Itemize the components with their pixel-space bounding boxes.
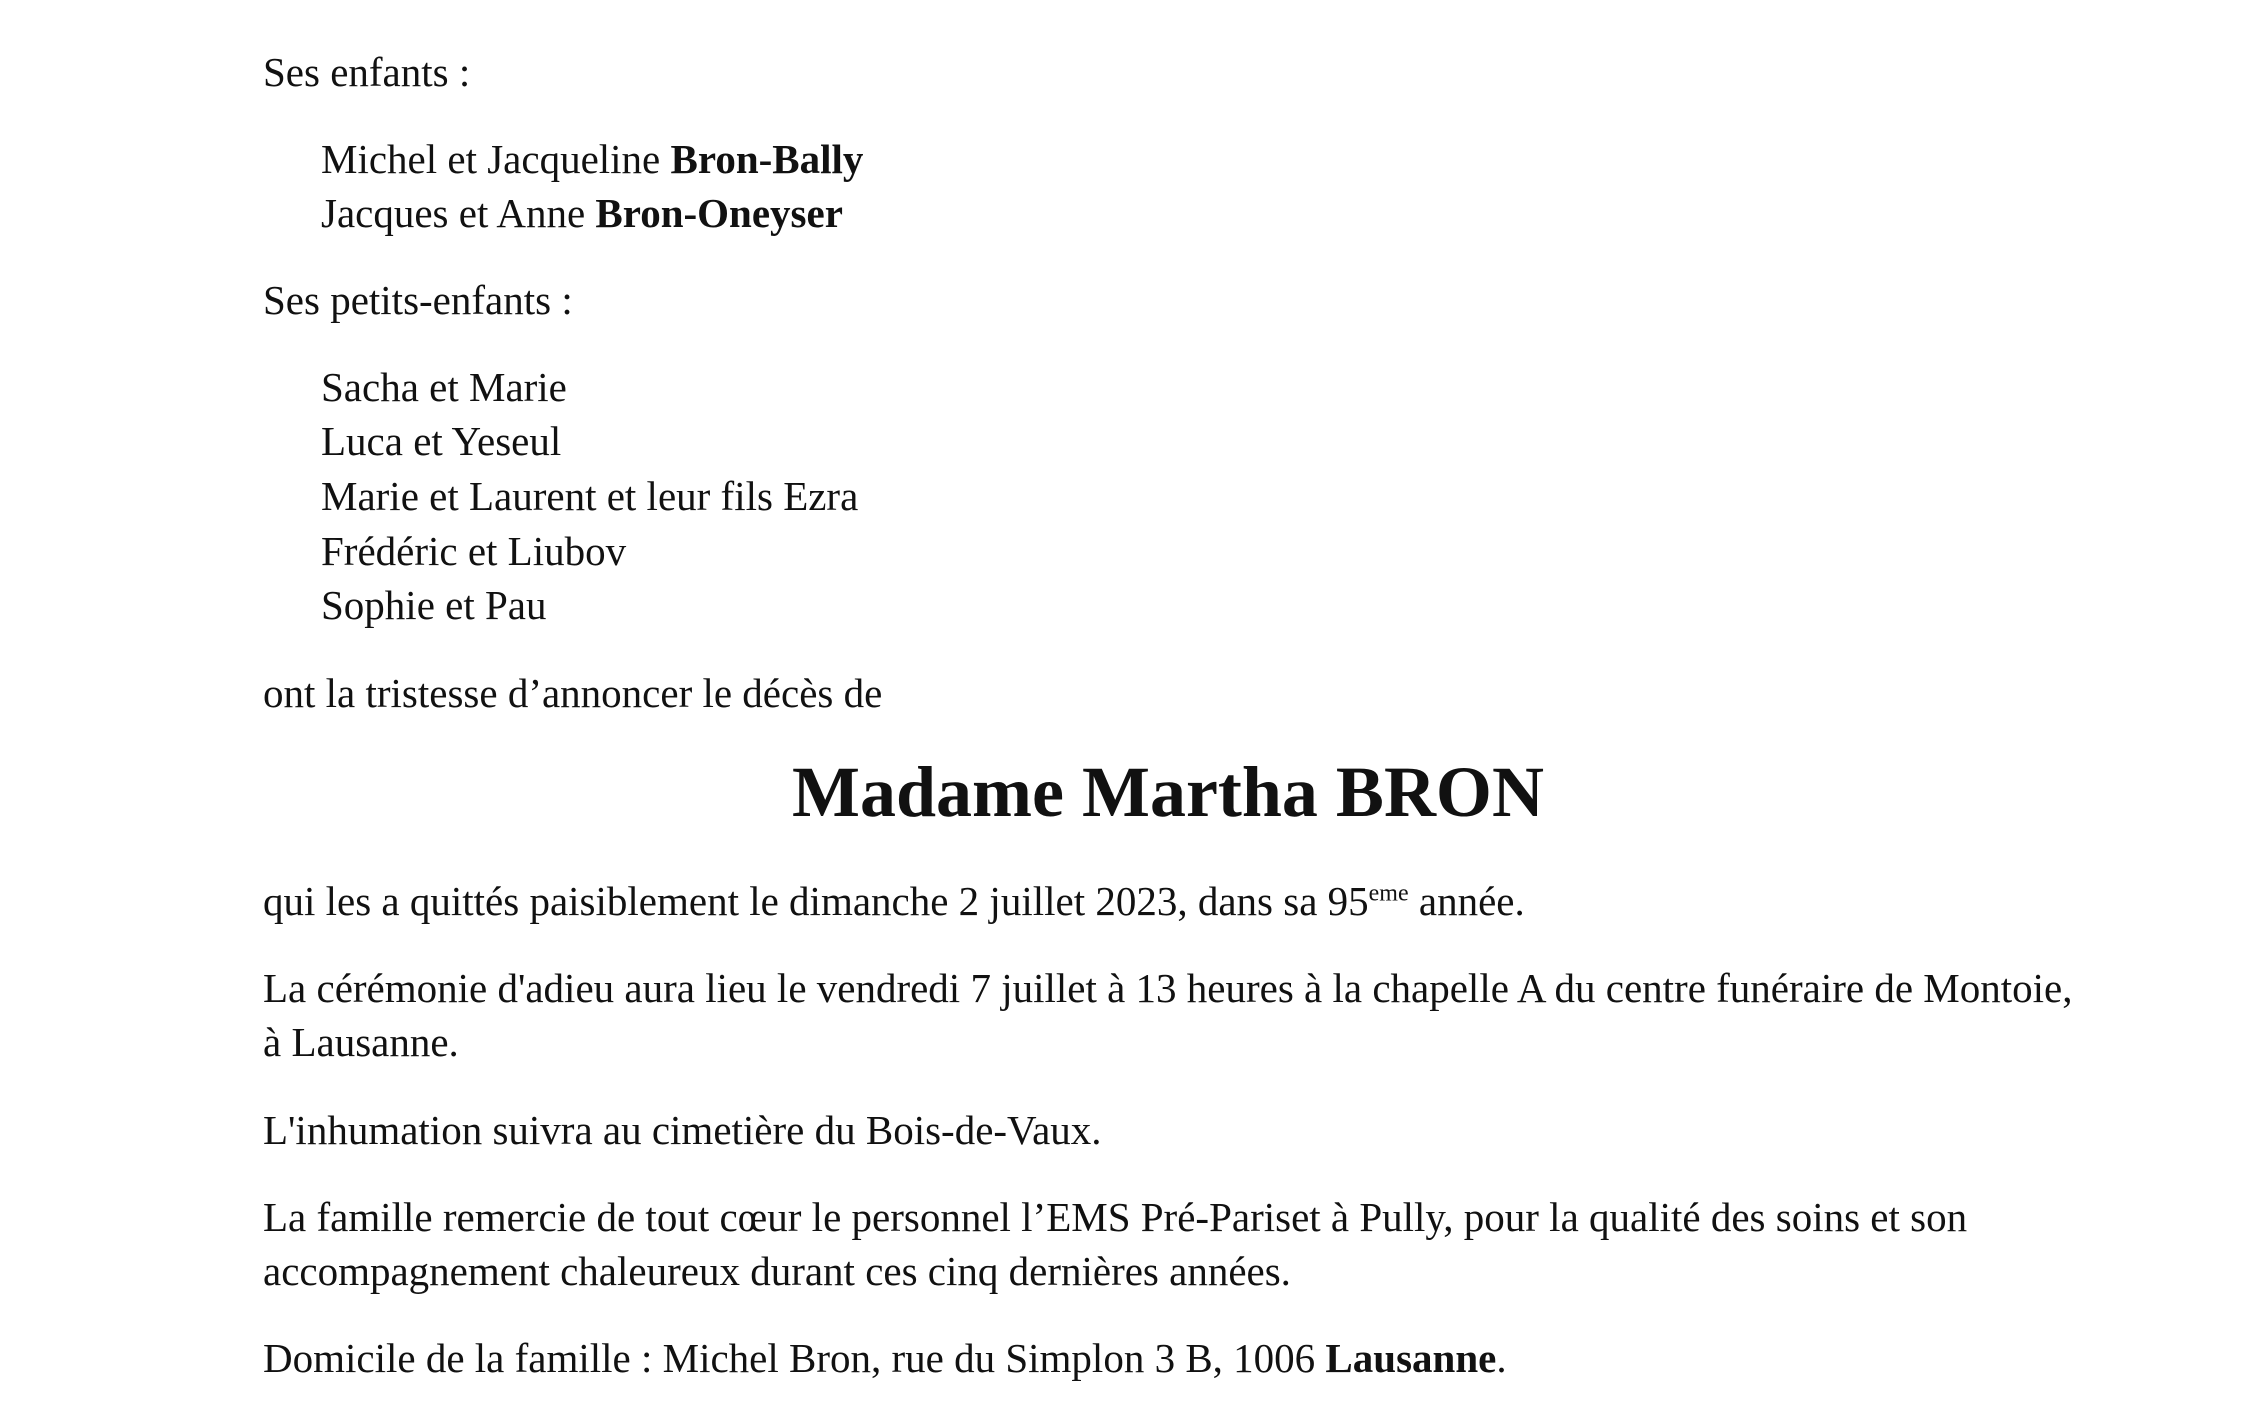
grandchild-line: Luca et Yeseul (321, 418, 562, 464)
child-given-names: Michel et Jacqueline (321, 136, 661, 182)
announcement-line: ont la tristesse d’annoncer le décès de (263, 670, 883, 716)
grandchild-line: Frédéric et Liubov (321, 528, 627, 574)
ordinal-suffix: eme (1368, 880, 1409, 907)
deceased-name-title: Madame Martha BRON (792, 752, 1544, 832)
children-heading: Ses enfants : (263, 49, 471, 95)
child-line (263, 186, 843, 240)
grandchild-line: Sacha et Marie (321, 364, 567, 410)
burial-line: L'inhumation suivra au cimetière du Bois-de-Vaux. (263, 1107, 1102, 1153)
grandchild-line: Sophie et Pau (321, 582, 547, 628)
ceremony-paragraph: La cérémonie d'adieu aura lieu le vendredi 7 juillet à 13 heures à la chapelle A du centre funéraire de Montoie, à Lausanne. (263, 965, 2073, 1065)
domicile-text: Domicile de la famille : Michel Bron, rue du Simplon 3 B, 1006 (263, 1335, 1326, 1381)
child-line (263, 132, 863, 186)
domicile-end: . (1496, 1335, 1507, 1381)
thanks-paragraph: La famille remercie de tout cœur le personnel l’EMS Pré-Pariset à Pully, pour la qualité des soins et son accompagnement chaleureux durant ces cinq dernières années. (263, 1194, 1968, 1294)
domicile-city: Lausanne (1325, 1335, 1497, 1381)
child-family-name: Bron-Bally (670, 136, 864, 182)
grandchild-line: Marie et Laurent et leur fils Ezra (321, 473, 859, 519)
domicile-line (263, 1331, 1507, 1385)
child-given-names: Jacques et Anne (321, 190, 586, 236)
passing-text: qui les a quittés paisiblement le dimanche 2 juillet 2023, dans sa 95 (263, 878, 1369, 924)
passing-suffix: année. (1408, 878, 1525, 924)
child-family-name: Bron-Oneyser (595, 190, 843, 236)
passing-line (263, 874, 1525, 928)
grandchildren-heading: Ses petits-enfants : (263, 277, 573, 323)
